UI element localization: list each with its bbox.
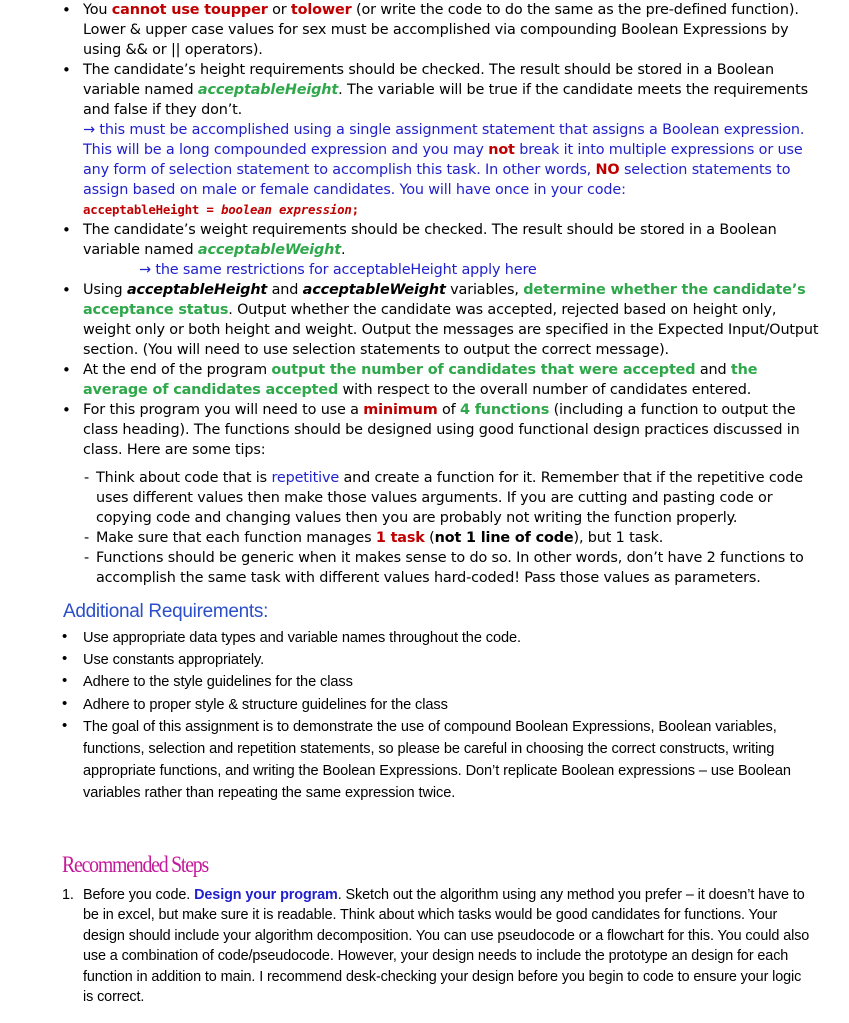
arrow-icon: → xyxy=(139,262,151,278)
highlight-text: tolower xyxy=(290,2,352,18)
list-item: - Make sure that each function manages 1 task (not 1 line of code), but 1 task. xyxy=(0,528,849,548)
recommended-steps-heading: Recommended Steps xyxy=(62,852,208,877)
variable-name: acceptableWeight xyxy=(197,242,341,258)
list-item: • The candidate’s height requirements should be checked. The result should be stored in a Boolean variable named acceptableHeight. The variable will be true if the candidate meets the requirements and false if they don’t. → this must be accomplished using a single assignment statement that assigns a Boolean expression. This will be a long compounded expression and you may not break it into multiple expressions or use any form of selection statement to accomplish this task. In other words, NO selection statements to assign based on male or female candidates. You will have once in your code: acceptableHeight = boolean expression; xyxy=(0,60,849,220)
code-snippet: acceptableHeight = boolean expression; xyxy=(83,202,359,217)
note-text: → this must be accomplished using a single assignment statement that assigns a Boolean expression. This will be a long compounded expression and you may not break it into multiple expressions or use any form of selection statement to accomplish this task. In other words, NO selection statements to assign based on male or female candidates. You will have once in your code: xyxy=(83,122,805,198)
list-item: • The goal of this assignment is to demonstrate the use of compound Boolean Expressions, Boolean variables, functions, selection and repetition statements, so please be careful in choosing the correct constructs, writing appropriate functions, and writing the Boolean Expressions. Don’t replicate Boolean expressions – use Boolean variables rather than repeating the same expression twice. xyxy=(0,716,849,805)
function-tips-list xyxy=(0,468,849,588)
step-number: 1. xyxy=(62,887,74,903)
list-item: • Use appropriate data types and variable names throughout the code. xyxy=(0,627,849,649)
list-item: • At the end of the program output the number of candidates that were accepted and the average of candidates accepted with respect to the overall number of candidates entered. xyxy=(0,360,849,400)
list-item: 1. Before you code. Design your program. Sketch out the algorithm using any method you prefer – it doesn’t have to be in excel, but make sure it is readable. Think about which tasks would be good candidates for functions. Your design should include your algorithm decomposition. You can use pseudocode or a flowchart for this. You could also use a combination of code/pseudocode. However, your design needs to include the prototype an design for each function in addition to main. I recommend desk-checking your design before you begin to code to ensure your logic is correct. xyxy=(62,887,810,1006)
list-item: • The candidate’s weight requirements should be checked. The result should be stored in a Boolean variable named acceptableWeight. → the same restrictions for acceptableHeight apply here xyxy=(0,220,849,280)
requirements-list xyxy=(0,0,849,460)
list-item: - Functions should be generic when it makes sense to do so. In other words, don’t have 2 functions to accomplish the same task with different values hard-coded! Pass those values as parameters. xyxy=(0,548,849,588)
additional-requirements-heading: Additional Requirements: xyxy=(63,601,269,622)
additional-requirements-list xyxy=(0,627,849,805)
note-text: → the same restrictions for acceptableHeight apply here xyxy=(139,262,537,278)
list-item: • Adhere to proper style & structure guidelines for the class xyxy=(0,694,849,716)
arrow-icon: → xyxy=(83,122,95,138)
list-item: • Using acceptableHeight and acceptableWeight variables, determine whether the candidate’s acceptance status. Output whether the candidate was accepted, rejected based on height only, weight only or both height and weight. Output the messages are specified in the Expected Input/Output section. (You will need to use selection statements to output the correct message). xyxy=(0,280,849,360)
recommended-steps-list xyxy=(62,885,812,1007)
list-item: - Think about code that is repetitive and create a function for it. Remember that if the repetitive code uses different values then make those values arguments. If you are cutting and pasting code or copying code and changing values then you are probably not writing the function properly. xyxy=(0,468,849,528)
list-item: • Use constants appropriately. xyxy=(0,649,849,671)
highlight-text: cannot use toupper xyxy=(111,2,268,18)
list-item: • For this program you will need to use a minimum of 4 functions (including a function to output the class heading). The functions should be designed using good functional design practices discussed in class. Here are some tips: xyxy=(0,400,849,460)
list-item: • You cannot use toupper or tolower (or write the code to do the same as the pre-defined function). Lower & upper case values for sex must be accomplished via compounding Boolean Expressions by using && or || operators). xyxy=(0,0,849,60)
variable-name: acceptableHeight xyxy=(197,82,339,98)
list-item: • Adhere to the style guidelines for the class xyxy=(0,671,849,693)
